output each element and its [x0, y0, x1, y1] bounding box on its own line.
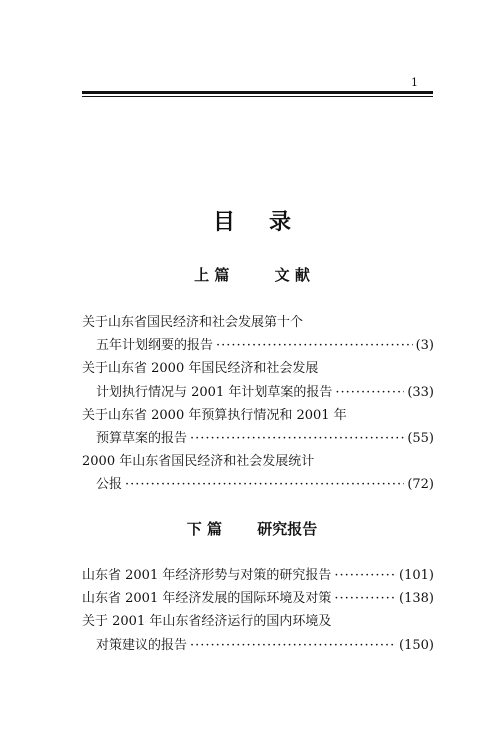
toc-entry-title: 关于山东省 2000 年预算执行情况和 2001 年: [82, 407, 347, 423]
toc-title: 目录: [212, 210, 325, 235]
section-heading-1: [0, 264, 504, 285]
section-heading-2-left: 下 篇: [186, 520, 222, 538]
toc-entry-list-2: [82, 564, 434, 657]
toc-entry-title-cont: 五年计划纲要的报告: [96, 338, 214, 354]
toc-entry-page: (55): [407, 430, 434, 446]
toc-entry[interactable]: [82, 357, 434, 403]
toc-entry-title-cont: 对策建议的报告: [96, 637, 188, 653]
page-number: 1: [411, 76, 418, 89]
toc-entry-page: (101): [399, 568, 434, 583]
section-heading-1-left: 上 篇: [194, 266, 230, 284]
leader-dots: [334, 587, 396, 610]
header-rule-thick: [82, 91, 433, 94]
toc-entry-title: 2000 年山东省国民经济和社会发展统计: [82, 454, 315, 470]
toc-entry-page: (150): [399, 637, 434, 653]
leader-dots: [335, 381, 404, 404]
leader-dots: [190, 427, 404, 450]
toc-entry-page: (33): [407, 384, 434, 400]
toc-entry-page: (138): [399, 591, 434, 607]
toc-entry-title: 关于 2001 年山东省经济运行的国内环境及: [82, 614, 332, 630]
leader-dots: [125, 473, 404, 496]
toc-entry-page: (3): [415, 338, 434, 354]
toc-entry[interactable]: [82, 587, 434, 610]
toc-entry[interactable]: [82, 404, 434, 450]
toc-entry-title: 山东省 2001 年经济形势与对策的研究报告: [82, 568, 332, 583]
toc-entry[interactable]: [82, 450, 434, 496]
leader-dots: [334, 564, 396, 587]
header-rule-thin: [82, 96, 433, 97]
section-heading-1-right: 文 献: [274, 266, 310, 284]
section-heading-2-right: 研究报告: [257, 520, 318, 538]
toc-entry[interactable]: [82, 564, 434, 587]
leader-dots: [190, 634, 396, 657]
toc-entry-title-cont: 计划执行情况与 2001 年计划草案的报告: [96, 384, 333, 400]
toc-entry-list-1: [82, 311, 434, 497]
leader-dots: [216, 334, 413, 357]
toc-entry-title: 关于山东省国民经济和社会发展第十个: [82, 315, 304, 330]
section-heading-2: [0, 518, 504, 539]
toc-entry[interactable]: [82, 311, 434, 357]
toc-entry-title: 山东省 2001 年经济发展的国际环境及对策: [82, 591, 332, 607]
toc-entry-page: (72): [407, 477, 434, 493]
toc-entry-title-cont: 预算草案的报告: [96, 430, 188, 446]
toc-entry[interactable]: [82, 610, 434, 656]
toc-entry-title-cont: 公报: [96, 477, 123, 493]
toc-entry-title: 关于山东省 2000 年国民经济和社会发展: [82, 361, 319, 377]
